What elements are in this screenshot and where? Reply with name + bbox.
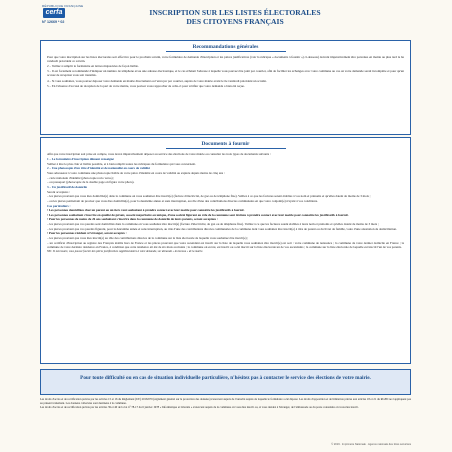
documents-heading: Documents à fournir [166, 141, 286, 149]
doc-item-3-title: 3 – Un justificatif de domicile [47, 184, 87, 189]
documents-section [40, 137, 411, 364]
abroad-tax: – les pièces prouvant que vous êtes inscrit(e) au rôle des contributions directes de la commune sur la liste électorale de laquelle vous souhaitez être inscrit(e) ; [47, 236, 249, 241]
under-26-bills: – les pièces prouvant que vos parents sont domiciliés dans la commune où vous souhaitez être inscrit(e) (facture d'électricité, de gaz ou de téléphone fixe). Veillez à ce que les factures soient établies à leurs nom et prénoms et qu'elles datent de moins de 3 mois ; [47, 222, 379, 227]
doc-item-3-accepted: Seront acceptées : [47, 189, 71, 194]
recommendation-1: Pour que votre inscription sur les listes électorales soit effective pour le prochain scrutin, votre formulaire de demande d'inscription et les pièces justificatives (voir la rubrique « documents à fournir ») ci-dessous) doivent impérativement être parvenus en mairie au plus tard le 6e vendredi précédent ce scrutin. [47, 55, 404, 64]
special-case-parent: • Les personnes domiciliées chez un parent ou un tiers veut souhaitant à prendre contact avec leur mairie pour connaître les justificatifs à fournir. [47, 208, 245, 213]
recommendations-heading: Recommandations générales [166, 44, 286, 52]
special-case-under-26: • Pour les personnes de moins de 26 ans souhaitant s'inscrire dans la commune de domicile de leurs parents, seront acceptées : [47, 217, 218, 222]
recommendation-5: 5 – En l'absence d'accusé de réception de la part de votre mairie, vous pouvez vous rapprocher de celle-ci pour vérifier que votre demande a bien été reçue. [47, 83, 245, 88]
legal-text-2: Les droits d'accès et de rectification prévus par les articles 39 et 40 de la loi n° 78-17 du 6 janvier 1978 « Informatique et Libertés » s'exercent auprès de la commune où vous êtes inscrit ou, si vous résidez à l'étranger, de l'ambassade ou du poste consulaire où vous êtes inscrit. [40, 404, 359, 409]
legal-footer [40, 398, 411, 409]
documents-note: NB : Si nécessaire, vous pouvez fournir des pièces justificatives supplémentaires à votre demande, sur demande « du bureau » de la mairie. [47, 249, 204, 253]
cerfa-logo: cerfa [43, 8, 65, 18]
recommendation-4: 4 – Si vous souhaitez, vous pouvez déposer votre demande en mairie directement ou l'envoyer par courrier, auprès de votre mairie avant le 6e vendredi précédent un scrutin. [47, 78, 267, 83]
doc-item-2-passport: – ou passeport (photocopie de la double page où figure votre photo). [47, 180, 135, 185]
republic-label: RÉPUBLIQUE FRANÇAISE [42, 4, 84, 8]
footer-credit: © 2019 · Imprimerie Nationale · Agence nationale des titres sécurisés [331, 443, 411, 446]
special-case-manager: • Les personnes souhaitant s'inscrire en qualité de gérant, associé majoritaire ou unique, d'une société figurant au rôle de la commune sont invitées à prendre contact avec leur mairie pour connaître les justificatifs à fournir. [47, 212, 349, 217]
contact-callout [40, 369, 411, 395]
contact-callout-text: Pour toute difficulté ou en cas de situation individuelle particulière, n'hésitez pas à contacter le service des élections de votre mairie. [80, 375, 371, 381]
special-cases-heading: Cas particuliers : [47, 203, 71, 208]
form-header [0, 0, 452, 36]
recommendations-section [40, 40, 411, 135]
documents-intro: Afin que votre inscription soit prise en compte, vous devez impérativement déposer au service des élections de votre mairie ou consulter les trois types de documents suivants : [47, 152, 271, 156]
doc-item-2-id-card: – carte nationale d'identité (photocopie recto verso) ; [47, 175, 115, 180]
under-26-tax: – les pièces prouvant que vos parents figurent, pour la deuxième année et sans interruption, au rôle d'une des contributions directes communales de la commune dont vous souhaitez être inscrit(e) à titre de parent ou du livret de famille, voire d'une attestation de domiciliation. [47, 226, 397, 231]
special-case-abroad: • Pour les personnes résidant à l'étranger, seront acceptés : [47, 231, 127, 236]
doc-item-1-title: 1 – Le formulaire d'inscription dûment renseigné [47, 157, 114, 162]
doc-item-2-title: 2 – Une photocopie d'un titre d'identité et de nationalité en cours de validité [47, 166, 150, 171]
page-title [120, 8, 350, 26]
form-number: N° 12669 * 02 [42, 20, 65, 24]
doc-item-3-tax: – ou les pièces permettant de prouver que vous êtes domicilié(e), pour la deuxième année et sans interruption, au rôle d'une des contributions directes communales en que votre conjoint(e) n'ayant à vos conditions. [47, 198, 318, 203]
doc-item-2-text: Vous adresserez à votre commune une photocopie lisible de votre pièce d'identité en cours de validité ou expirée depuis moins de cinq ans : [47, 171, 225, 176]
title-line-1: INSCRIPTION SUR LES LISTES ÉLECTORALES [149, 8, 321, 17]
abroad-certificate: – un certificat d'inscription au registre des Français établis hors de France et les pièces prouvant que votre ascendant est inscrit sur la liste de laquelle vous souhaitez être inscrit(e) est soit : votre commune de naissance ; la commune de votre dernier domicile en France ; la commune de votre dernière résidence en France, à condition que cette résidence ait été de six mois au moins ; la commune où est né, est inscrit ou a été inscrit sur la liste électorale un de vos ascendants ; la commune sur la liste électorale de laquelle est inscrit l'un de vos parents. [47, 240, 404, 249]
recommendation-2: 2 – Veillez à remplir le formulaire en lettres majuscules de façon lisible. [47, 64, 139, 69]
title-line-2: DES CITOYENS FRANÇAIS [186, 17, 284, 26]
doc-item-1-text: Veillez à être le plus clair et lisible possible, et à bien remplir toutes les rubriques du formulaire qui vous concernent. [47, 161, 196, 166]
legal-text-1: Les droits d'accès et de rectification prévus par les articles 15 et 16 du Règlement (UE) 2016/679 (règlement général sur la protection des données) s'exercent auprès de l'autorité auprès de laquelle le formulaire a été déposé. Les droits d'opposition et de limitation prévus aux articles 18 et 21 du RGPD ne s'appliquent pas au présent traitement. Les données collectées sont destinées à la commune. [40, 397, 411, 405]
doc-item-3-bills: – les pièces prouvant que vous êtes domicilié(e) dans la commune où vous souhaitez être inscrit(e) (facture d'électricité, de gaz ou de téléphone fixe). Veillez à ce que les factures soient établies à vos nom et prénoms et qu'elles datent de moins de 3 mois ; [47, 194, 371, 199]
recommendation-3: 3 – Il est fortement recommandé d'indiquer un numéro de téléphone et/ou une adresse électronique, et le cas échéant l'adresse à laquelle vous pouvez être joint par courrier, afin de faciliter les échanges avec votre commune au cas où votre demande serait incomplète et pour qu'un accusé de réception vous soit transmis. [47, 69, 404, 78]
